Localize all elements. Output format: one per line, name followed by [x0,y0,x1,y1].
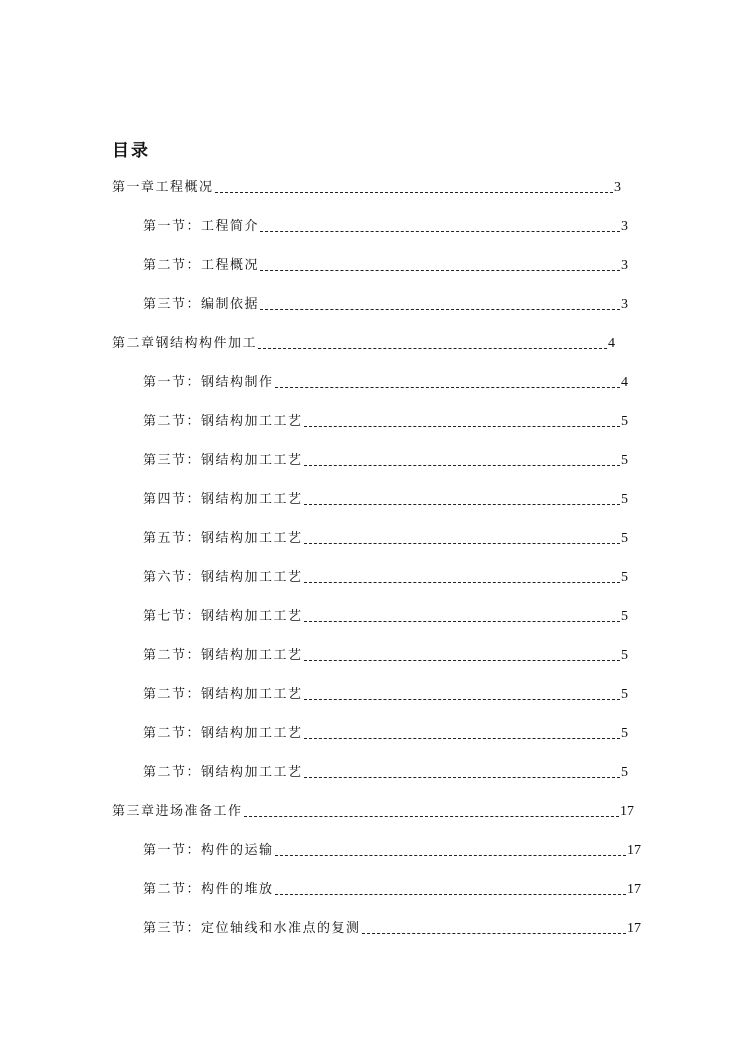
toc-dot-leader [304,543,620,544]
toc-entry-section[interactable] [143,605,637,625]
toc-entry-label: 第一节：工程简介 [143,219,260,234]
toc-entry-label: 第六节：钢结构加工工艺 [143,570,303,585]
toc-page-number: 5 [621,531,628,546]
toc-page-number: 4 [608,336,615,351]
toc-page-number: 17 [620,804,634,819]
toc-page-number: 3 [621,219,628,234]
toc-entry-label: 第一章工程概况 [112,180,214,195]
toc-page-number: 17 [627,921,641,936]
toc-dot-leader [258,348,607,349]
toc-entry-section[interactable] [143,215,637,235]
toc-dot-leader [304,465,620,466]
toc-entry-section[interactable] [143,410,637,430]
toc-entry-section[interactable] [143,449,637,469]
toc-title: 目录 [112,141,150,161]
toc-dot-leader [304,621,620,622]
toc-entry-label: 第三章进场准备工作 [112,804,243,819]
toc-entry-section[interactable] [143,644,637,664]
toc-entry-label: 第二节：钢结构加工工艺 [143,687,303,702]
toc-page-number: 17 [627,843,641,858]
toc-entry-label: 第二节：钢结构加工工艺 [143,726,303,741]
toc-dot-leader [275,387,620,388]
toc-dot-leader [260,309,620,310]
toc-page-number: 17 [627,882,641,897]
toc-entry-section[interactable] [143,527,637,547]
toc-entry-label: 第三节：定位轴线和水准点的复测 [143,921,361,936]
toc-dot-leader [304,660,620,661]
toc-dot-leader [304,777,620,778]
toc-entry-section[interactable] [143,761,637,781]
toc-page-number: 5 [621,453,628,468]
toc-entry-section[interactable] [143,488,637,508]
toc-entry-label: 第三节：编制依据 [143,297,260,312]
toc-dot-leader [304,582,620,583]
toc-dot-leader [260,270,620,271]
toc-entry-section[interactable] [143,254,637,274]
toc-page-number: 3 [614,180,621,195]
toc-entry-section[interactable] [143,566,637,586]
toc-dot-leader [275,855,626,856]
toc-dot-leader [275,894,626,895]
toc-page-number: 3 [621,297,628,312]
toc-page-number: 5 [621,570,628,585]
toc-dot-leader [260,231,620,232]
toc-entry-label: 第四节：钢结构加工工艺 [143,492,303,507]
toc-entry-section[interactable] [143,371,637,391]
toc-entry-label: 第二节：钢结构加工工艺 [143,648,303,663]
toc-dot-leader [304,504,620,505]
toc-page-number: 5 [621,609,628,624]
toc-dot-leader [304,738,620,739]
toc-dot-leader [215,192,613,193]
toc-entry-label: 第五节：钢结构加工工艺 [143,531,303,546]
toc-entry-label: 第一节：构件的运输 [143,843,274,858]
toc-entry-chapter[interactable] [112,332,624,352]
toc-entry-section[interactable] [143,293,637,313]
toc-page-number: 3 [621,258,628,273]
toc-page-number: 5 [621,687,628,702]
toc-entry-chapter[interactable] [112,800,636,820]
toc-entry-label: 第三节：钢结构加工工艺 [143,453,303,468]
toc-entry-chapter[interactable] [112,176,630,196]
toc-entry-label: 第二节：构件的堆放 [143,882,274,897]
toc-page-number: 4 [621,375,628,390]
toc-page-number: 5 [621,414,628,429]
toc-page-number: 5 [621,492,628,507]
toc-dot-leader [304,426,620,427]
toc-dot-leader [362,933,626,934]
toc-dot-leader [304,699,620,700]
toc-entry-label: 第二节：钢结构加工工艺 [143,414,303,429]
toc-entry-label: 第一节：钢结构制作 [143,375,274,390]
toc-entry-section[interactable] [143,722,637,742]
toc-page-number: 5 [621,765,628,780]
toc-entry-section[interactable] [143,839,643,859]
toc-entry-section[interactable] [143,878,643,898]
toc-entry-label: 第七节：钢结构加工工艺 [143,609,303,624]
toc-entry-section[interactable] [143,683,637,703]
toc-entry-section[interactable] [143,917,643,937]
toc-page-number: 5 [621,726,628,741]
toc-entry-label: 第二节：工程概况 [143,258,260,273]
toc-entry-label: 第二章钢结构构件加工 [112,336,258,351]
toc-entry-label: 第二节：钢结构加工工艺 [143,765,303,780]
toc-page-number: 5 [621,648,628,663]
toc-dot-leader [244,816,619,817]
